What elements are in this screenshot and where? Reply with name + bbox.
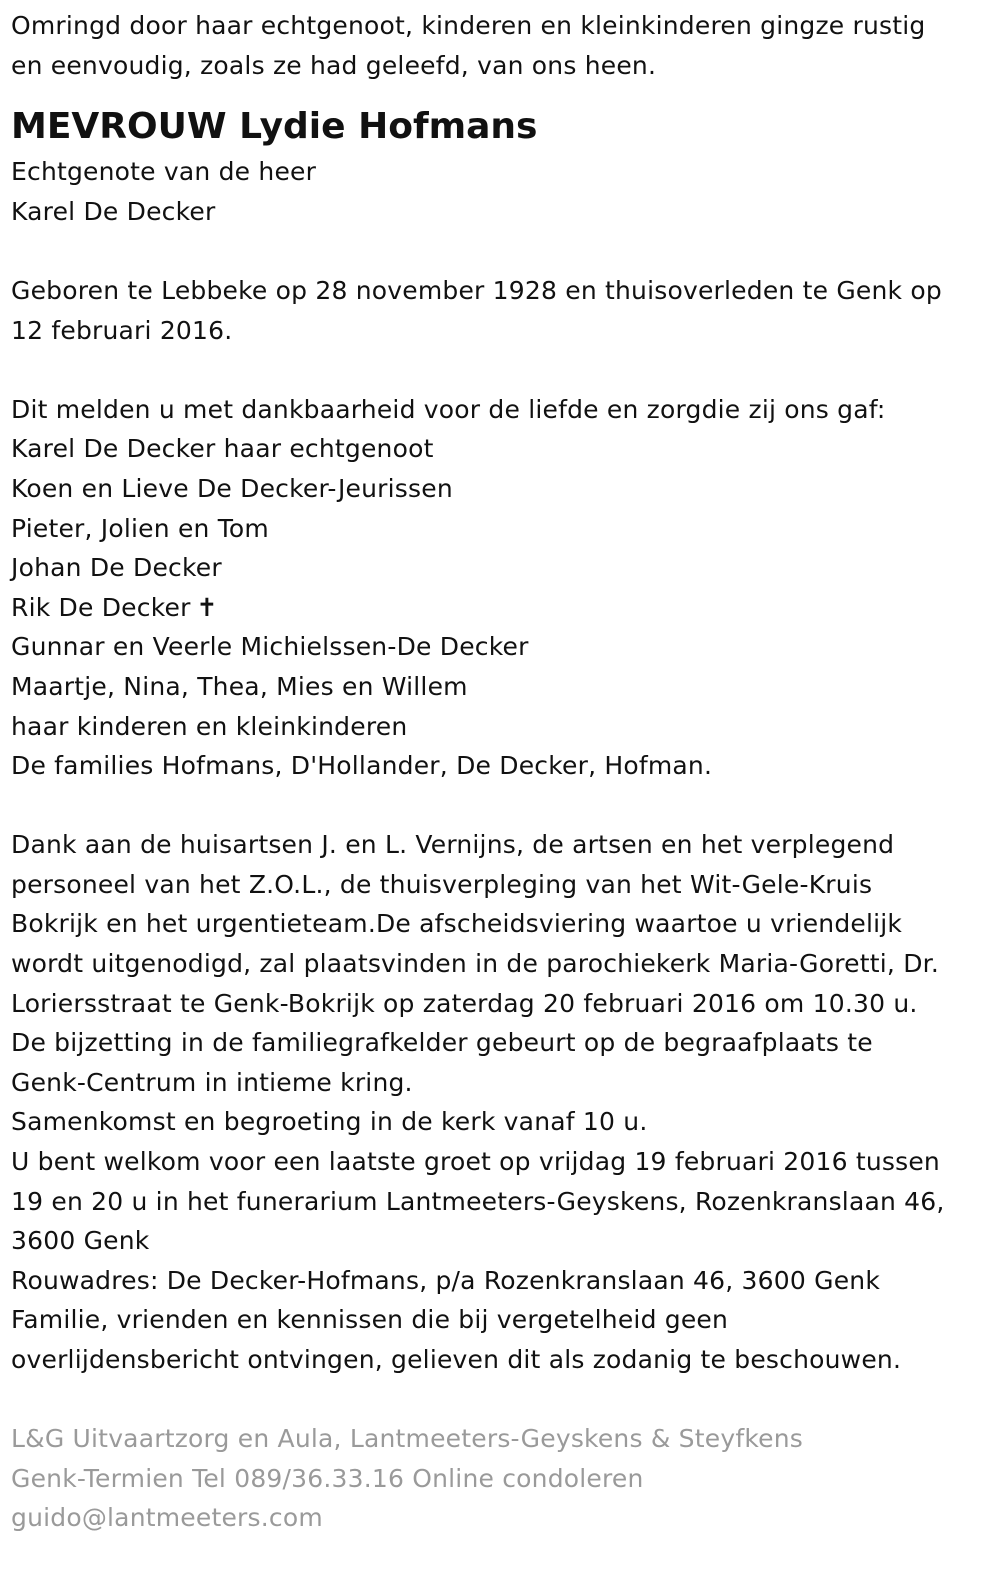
footer-line: L&G Uitvaartzorg en Aula, Lantmeeters-Geyskens & Steyfkens	[11, 1424, 803, 1454]
family-member: Maartje, Nina, Thea, Mies en Willem	[11, 671, 468, 701]
details-line: Samenkomst en begroeting in de kerk vanaf 10 u.	[11, 1107, 648, 1137]
spouse-info	[11, 152, 1000, 231]
details-line: personeel van het Z.O.L., de thuisverpleging van het Wit-Gele-Kruis	[11, 869, 873, 899]
spacer	[11, 786, 1000, 826]
intro-line: Omringd door haar echtgenoot, kinderen en kleinkinderen gingze rustig	[11, 11, 926, 40]
birth-line: 12 februari 2016.	[11, 315, 233, 345]
cross-icon: ✝	[196, 592, 218, 622]
details-line: overlijdensbericht ontvingen, gelieven dit als zodanig te beschouwen.	[11, 1345, 902, 1374]
family-member: Johan De Decker	[11, 553, 222, 583]
intro-text	[11, 6, 1000, 85]
family-member-deceased	[11, 588, 1000, 628]
birth-death-info	[11, 271, 1000, 350]
spouse-line: Echtgenote van de heer	[11, 157, 317, 187]
footer-email: guido@lantmeeters.com	[11, 1503, 323, 1533]
details-text	[11, 825, 1000, 1379]
spouse-line: Karel De Decker	[11, 196, 216, 226]
spacer	[11, 1380, 1000, 1420]
details-line: Loriersstraat te Genk-Bokrijk op zaterdag 20 februari 2016 om 10.30 u.	[11, 988, 918, 1018]
footer-line: Genk-Termien Tel 089/36.33.16 Online condoleren	[11, 1463, 644, 1493]
spacer	[11, 350, 1000, 390]
details-line: 19 en 20 u in het funerarium Lantmeeters-Geyskens, Rozenkranslaan 46,	[11, 1186, 945, 1216]
family-member-name: Rik De Decker	[11, 592, 191, 622]
details-line: Familie, vrienden en kennissen die bij vergetelheid geen	[11, 1305, 729, 1335]
details-line: 3600 Genk	[11, 1226, 150, 1256]
family-member: haar kinderen en kleinkinderen	[11, 711, 408, 741]
family-list	[11, 390, 1000, 786]
deceased-name: MEVROUW Lydie Hofmans	[11, 106, 538, 148]
family-member: Gunnar en Veerle Michielssen-De Decker	[11, 632, 529, 662]
funeral-home-footer	[11, 1419, 1000, 1538]
details-line: Dank aan de huisartsen J. en L. Vernijns, de artsen en het verplegend	[11, 830, 895, 860]
details-line: Bokrijk en het urgentieteam.De afscheidsviering waartoe u vriendelijk	[11, 909, 903, 939]
details-line: De bijzetting in de familiegrafkelder gebeurt op de begraafplaats te	[11, 1028, 873, 1058]
family-member: De families Hofmans, D'Hollander, De Decker, Hofman.	[11, 751, 713, 781]
family-member: Pieter, Jolien en Tom	[11, 513, 269, 543]
birth-line: Geboren te Lebbeke op 28 november 1928 en thuisoverleden te Genk op	[11, 275, 942, 305]
spacer	[11, 231, 1000, 271]
details-line: Genk-Centrum in intieme kring.	[11, 1067, 413, 1097]
family-member: Koen en Lieve De Decker-Jeurissen	[11, 473, 453, 503]
intro-line: en eenvoudig, zoals ze had geleefd, van ons heen.	[11, 50, 657, 80]
details-line: Rouwadres: De Decker-Hofmans, p/a Rozenkranslaan 46, 3600 Genk	[11, 1265, 881, 1295]
family-member: Karel De Decker haar echtgenoot	[11, 434, 434, 464]
details-line: U bent welkom voor een laatste groet op vrijdag 19 februari 2016 tussen	[11, 1147, 940, 1177]
details-line: wordt uitgenodigd, zal plaatsvinden in de parochiekerk Maria-Goretti, Dr.	[11, 949, 939, 979]
family-intro: Dit melden u met dankbaarheid voor de liefde en zorgdie zij ons gaf:	[11, 394, 886, 424]
